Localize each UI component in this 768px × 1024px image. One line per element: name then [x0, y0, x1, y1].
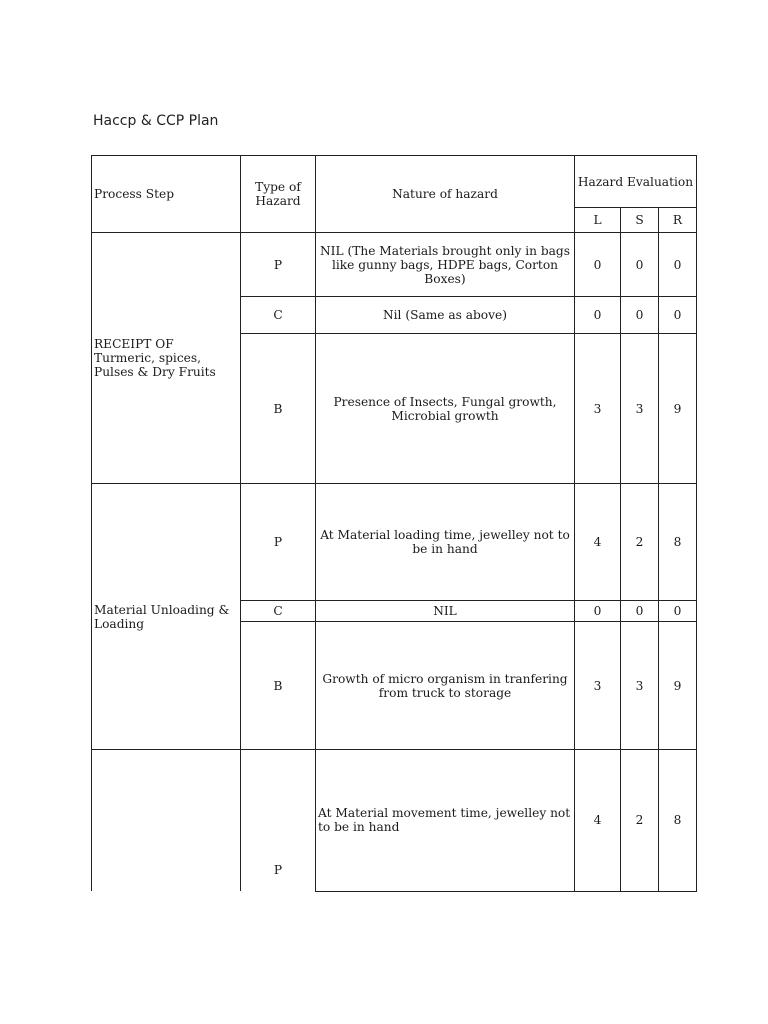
header-process-step: Process Step — [92, 156, 241, 233]
haccp-table — [91, 155, 697, 892]
header-nature-of-hazard: Nature of hazard — [316, 156, 575, 233]
process-step-cell: RECEIPT OF Turmeric, spices, Pulses & Dry Fruits — [92, 233, 241, 484]
table-row — [92, 750, 697, 892]
likelihood-cell: 0 — [575, 601, 621, 622]
hazard-type-cell: P — [241, 484, 316, 601]
risk-cell: 8 — [659, 750, 697, 892]
process-step-cell: Material Unloading & Loading — [92, 484, 241, 750]
likelihood-cell: 4 — [575, 750, 621, 892]
risk-cell: 8 — [659, 484, 697, 601]
severity-cell: 0 — [621, 601, 659, 622]
hazard-type-cell: C — [241, 297, 316, 334]
header-hazard-evaluation: Hazard Evaluation — [575, 156, 697, 208]
risk-cell: 0 — [659, 297, 697, 334]
hazard-type-cell: B — [241, 334, 316, 484]
severity-cell: 3 — [621, 334, 659, 484]
table-row — [92, 233, 697, 297]
hazard-nature-cell: At Material loading time, jewelley not to be in hand — [316, 484, 575, 601]
likelihood-cell: 3 — [575, 334, 621, 484]
severity-cell: 0 — [621, 297, 659, 334]
likelihood-cell: 0 — [575, 297, 621, 334]
hazard-nature-cell: Growth of micro organism in tranfering from truck to storage — [316, 622, 575, 750]
hazard-nature-cell: At Material movement time, jewelley not to be in hand — [316, 750, 575, 892]
header-severity: S — [621, 208, 659, 233]
table-header-row — [92, 156, 697, 208]
severity-cell: 2 — [621, 750, 659, 892]
hazard-nature-cell: Nil (Same as above) — [316, 297, 575, 334]
hazard-nature-cell: NIL — [316, 601, 575, 622]
hazard-type-cell: P — [241, 750, 316, 892]
header-likelihood: L — [575, 208, 621, 233]
risk-cell: 9 — [659, 334, 697, 484]
hazard-nature-cell: NIL (The Materials brought only in bags like gunny bags, HDPE bags, Corton Boxes) — [316, 233, 575, 297]
severity-cell: 2 — [621, 484, 659, 601]
hazard-type-cell: B — [241, 622, 316, 750]
likelihood-cell: 3 — [575, 622, 621, 750]
document-title: Haccp & CCP Plan — [93, 113, 219, 129]
severity-cell: 3 — [621, 622, 659, 750]
risk-cell: 9 — [659, 622, 697, 750]
hazard-type-cell: C — [241, 601, 316, 622]
table-row — [92, 484, 697, 601]
process-step-cell — [92, 750, 241, 892]
risk-cell: 0 — [659, 601, 697, 622]
likelihood-cell: 0 — [575, 233, 621, 297]
severity-cell: 0 — [621, 233, 659, 297]
header-type-of-hazard: Type of Hazard — [241, 156, 316, 233]
likelihood-cell: 4 — [575, 484, 621, 601]
header-risk: R — [659, 208, 697, 233]
hazard-nature-cell: Presence of Insects, Fungal growth, Microbial growth — [316, 334, 575, 484]
hazard-type-cell: P — [241, 233, 316, 297]
risk-cell: 0 — [659, 233, 697, 297]
